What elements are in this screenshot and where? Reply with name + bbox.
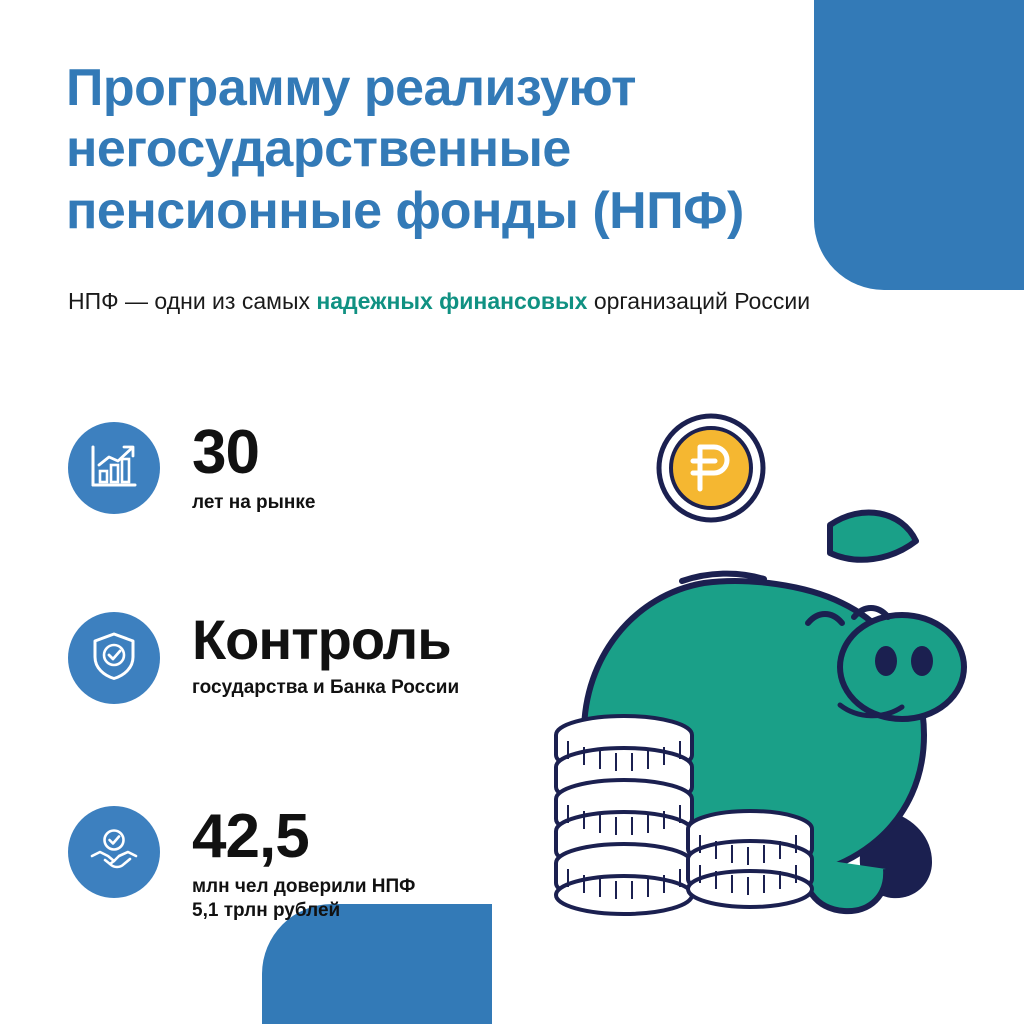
piggy-bank-with-coins-illustration xyxy=(554,405,994,945)
shield-check-icon xyxy=(87,629,141,688)
stat-caption: лет на рынке xyxy=(192,492,316,514)
stat-caption: государства и Банка России xyxy=(192,676,460,698)
stat-badge xyxy=(68,612,160,704)
stat-value: Контроль xyxy=(192,608,451,671)
subtitle-highlight: надежных финансовых xyxy=(316,288,588,314)
stat-caption-line-1: млн чел доверили НПФ xyxy=(192,876,416,898)
stat-item-years-on-market xyxy=(68,418,316,515)
stat-text-block xyxy=(192,802,416,923)
stat-text-block xyxy=(192,608,460,699)
growth-chart-icon xyxy=(87,439,141,498)
stat-caption-line-2: 5,1 трлн рублей xyxy=(192,899,341,921)
handshake-check-icon xyxy=(86,822,142,883)
stat-item-trust xyxy=(68,802,416,923)
ruble-coin-icon xyxy=(659,416,763,520)
page-title: Программу реализуют негосударственные пенсионные фонды (НПФ) xyxy=(66,59,744,240)
stat-value: 30 xyxy=(192,418,259,487)
stat-text-block xyxy=(192,418,316,515)
subtitle xyxy=(68,285,828,318)
stat-caption xyxy=(192,875,415,923)
stat-item-control xyxy=(68,608,460,704)
stat-badge xyxy=(68,806,160,898)
subtitle-part-2: организаций России xyxy=(587,288,811,314)
subtitle-part-1: НПФ — одни из самых xyxy=(68,288,317,314)
stat-value: 42,5 xyxy=(192,802,309,871)
stat-badge xyxy=(68,422,160,514)
